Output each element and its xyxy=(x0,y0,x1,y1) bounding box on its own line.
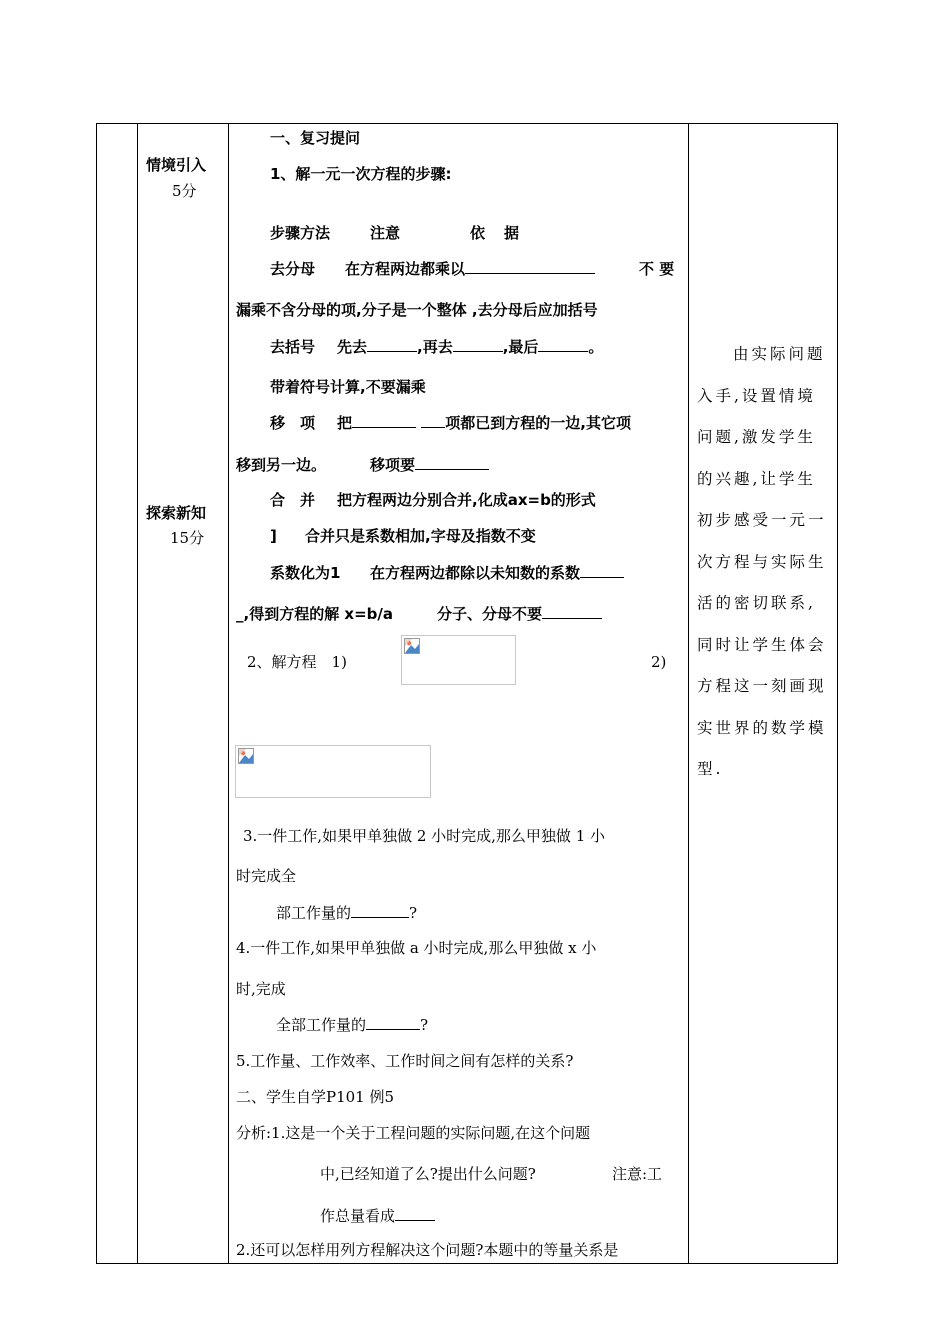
stage-intro-label: 情境引入 xyxy=(146,156,207,174)
blank xyxy=(465,259,595,274)
question-4-line-3: 全部工作量的 ? xyxy=(276,1016,429,1034)
blank xyxy=(352,413,416,428)
design-intent-note xyxy=(697,334,831,791)
question-2: 2、解方程 1) xyxy=(247,653,347,671)
blank xyxy=(421,413,445,428)
heading-self-study: 二、学生自学P101 例5 xyxy=(236,1088,395,1106)
step-1-text: 在方程两边都乘以 xyxy=(345,259,595,279)
analysis-line-3: 作总量看成 xyxy=(320,1206,435,1226)
step-2-text: 先去 ,再去 ,最后 。 xyxy=(337,338,604,356)
blank xyxy=(580,563,624,578)
note-line: 由实际问题 xyxy=(733,345,826,363)
equation-image-1 xyxy=(401,635,516,685)
analysis-line-1: 分析:1.这是一个关于工程问题的实际问题,在这个问题 xyxy=(236,1124,591,1142)
note-line: 同时让学生体会 xyxy=(697,635,827,654)
step-3-name: 移 项 xyxy=(270,414,316,432)
step-2-name: 去括号 xyxy=(270,338,316,356)
header-steps: 步骤方法 xyxy=(270,224,331,242)
question-3-line-2: 时完成全 xyxy=(236,867,297,885)
question-2-part-2: 2) xyxy=(651,653,667,671)
blank xyxy=(351,903,409,918)
question-1: 1、解一元一次方程的步骤: xyxy=(270,165,452,183)
step-5-text: 在方程两边都除以未知数的系数 xyxy=(370,563,624,583)
heading-review: 一、复习提问 xyxy=(270,129,361,147)
note-line: 的兴趣,让学生 xyxy=(697,469,816,488)
step-1-note: 漏乘不含分母的项,分子是一个整体 ,去分母后应加括号 xyxy=(236,301,598,319)
step-4-note: 合并只是系数相加,字母及指数不变 xyxy=(305,527,536,545)
analysis-line-2b: 注意:工 xyxy=(612,1165,663,1183)
column-divider-3 xyxy=(688,124,689,1263)
blank xyxy=(542,604,602,619)
note-line: 方程这一刻画现 xyxy=(697,677,827,695)
step-1-name: 去分母 xyxy=(270,260,316,278)
step-1-tail: 不 要 xyxy=(639,260,675,278)
question-5: 5.工作量、工作效率、工作时间之间有怎样的关系? xyxy=(236,1052,574,1070)
question-4-line-2: 时,完成 xyxy=(236,980,286,998)
step-3-text: 把 项都已到方程的一边,其它项 xyxy=(337,414,631,432)
header-basis-1: 依 xyxy=(470,224,486,242)
blank xyxy=(538,337,588,352)
question-last: 2.还可以怎样用列方程解决这个问题?本题中的等量关系是 xyxy=(236,1241,619,1259)
analysis-line-2a: 中,已经知道了么?提出什么问题? xyxy=(320,1165,536,1183)
step-2-note: 带着符号计算,不要漏乘 xyxy=(270,378,426,396)
note-line: 初步感受一元一 xyxy=(697,511,827,529)
column-divider-1 xyxy=(137,124,138,1263)
step-5-line2b: 分子、分母不要 xyxy=(437,604,602,624)
stage-explore-label: 探索新知 xyxy=(146,504,207,522)
note-line: 活的密切联系, xyxy=(697,594,816,612)
step-3-line2a: 移到另一边。 xyxy=(236,456,327,474)
header-basis-2: 据 xyxy=(504,224,520,242)
note-line: 实世界的数学模 xyxy=(697,718,827,737)
question-3-line-3: 部工作量的 ? xyxy=(276,904,418,922)
step-4-bracket: ] xyxy=(270,527,277,545)
equation-image-2 xyxy=(235,745,431,798)
broken-image-icon xyxy=(238,748,254,764)
note-line: 次方程与实际生 xyxy=(697,552,827,571)
note-line: 问题,激发学生 xyxy=(697,428,816,446)
note-line: 型. xyxy=(697,760,724,778)
stage-intro-time: 5分 xyxy=(172,182,197,200)
blank xyxy=(366,1015,420,1030)
broken-image-icon xyxy=(404,638,420,654)
blank xyxy=(395,1206,435,1221)
blank xyxy=(415,455,489,470)
column-divider-2 xyxy=(228,124,229,1263)
blank xyxy=(367,337,417,352)
question-4-line-1: 4.一件工作,如果甲单独做 a 小时完成,那么甲独做 x 小 xyxy=(236,939,597,957)
stage-explore-time: 15分 xyxy=(170,529,205,547)
step-3-line2b: 移项要 xyxy=(370,455,489,475)
question-3-line-1: 3.一件工作,如果甲单独做 2 小时完成,那么甲独做 1 小 xyxy=(243,827,606,845)
step-5-name: 系数化为1 xyxy=(270,564,341,582)
step-4-text: 把方程两边分别合并,化成ax=b的形式 xyxy=(337,491,596,509)
header-notes: 注意 xyxy=(370,224,401,242)
step-5-line2a: _,得到方程的解 x=b/a xyxy=(236,605,394,623)
step-4-name: 合 并 xyxy=(270,491,316,509)
blank xyxy=(453,337,503,352)
note-line: 入手,设置情境 xyxy=(697,386,816,405)
